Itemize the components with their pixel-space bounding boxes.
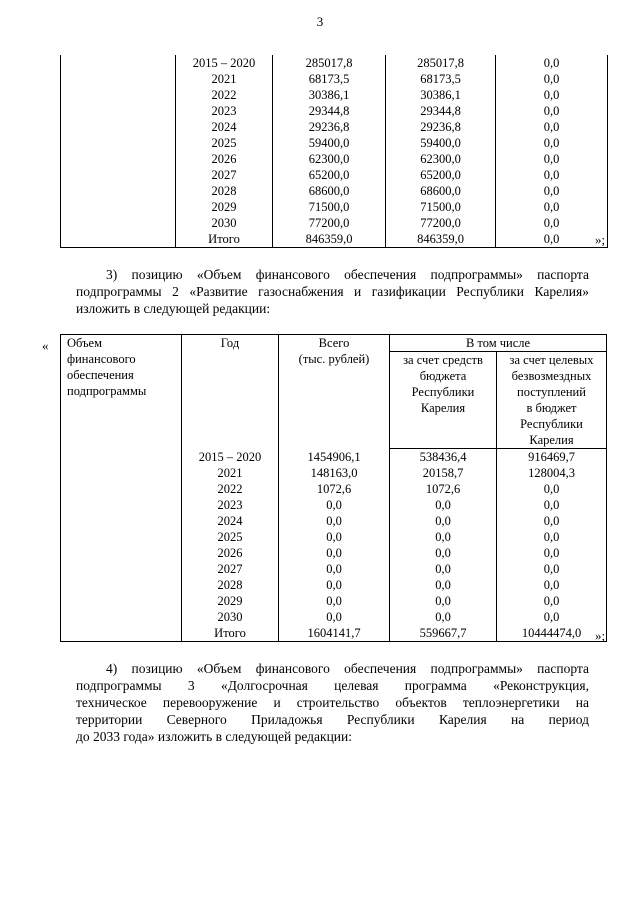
table-cell: 285017,8 <box>386 55 496 71</box>
table-cell: 0,0 <box>390 593 497 609</box>
table-row <box>61 183 608 199</box>
header-year: Год <box>182 335 279 449</box>
table-cell: 2025 <box>176 135 273 151</box>
table-cell: 846359,0 <box>273 231 386 248</box>
table-cell: 0,0 <box>496 167 608 183</box>
table-cell: 2022 <box>176 87 273 103</box>
table-cell: 128004,3 <box>497 465 607 481</box>
paragraph-item-3 <box>76 266 589 317</box>
table-cell: 2024 <box>176 119 273 135</box>
table-cell: 0,0 <box>496 87 608 103</box>
table-cell: 0,0 <box>497 577 607 593</box>
table-cell: 1454906,1 <box>279 449 390 466</box>
table-row <box>61 577 607 593</box>
table-cell: 68600,0 <box>273 183 386 199</box>
table-cell: 71500,0 <box>273 199 386 215</box>
table-cell: 0,0 <box>497 593 607 609</box>
table-cell: 2025 <box>182 529 279 545</box>
table-row <box>61 119 608 135</box>
table-cell: 2026 <box>182 545 279 561</box>
table-row <box>61 449 607 466</box>
paragraph-line: изложить в следующей редакции: <box>76 301 271 316</box>
table-cell: 0,0 <box>497 529 607 545</box>
table-cell <box>61 481 182 497</box>
paragraph-line: до 2033 года» изложить в следующей редакции: <box>76 729 352 744</box>
table-cell <box>61 449 182 466</box>
table-cell: 68173,5 <box>386 71 496 87</box>
table-cell: 62300,0 <box>386 151 496 167</box>
table-cell: 0,0 <box>496 183 608 199</box>
table-row <box>61 529 607 545</box>
table-cell: 2015 – 2020 <box>182 449 279 466</box>
table-cell: 2029 <box>182 593 279 609</box>
table-cell: 0,0 <box>497 609 607 625</box>
table-cell: 0,0 <box>496 151 608 167</box>
table-cell: 2021 <box>182 465 279 481</box>
table-cell: 0,0 <box>496 71 608 87</box>
table-cell <box>61 151 176 167</box>
table-cell: 2015 – 2020 <box>176 55 273 71</box>
table-cell <box>61 625 182 642</box>
table-cell: 2021 <box>176 71 273 87</box>
table-cell: 59400,0 <box>273 135 386 151</box>
table-cell <box>61 593 182 609</box>
table-cell <box>61 103 176 119</box>
table-cell: 0,0 <box>496 215 608 231</box>
table-row <box>61 465 607 481</box>
table-cell <box>61 135 176 151</box>
table-cell <box>61 183 176 199</box>
table-cell: 0,0 <box>279 609 390 625</box>
table-cell: 59400,0 <box>386 135 496 151</box>
table-cell: 29236,8 <box>386 119 496 135</box>
header-regional-budget: за счет средств бюджета Республики Карелия <box>390 352 497 449</box>
table-row <box>61 151 608 167</box>
table-cell: 2028 <box>176 183 273 199</box>
paragraph-line: территории Северного Приладожья Республики Карелия на период <box>76 712 589 727</box>
table-cell: 0,0 <box>279 529 390 545</box>
table-cell: 846359,0 <box>386 231 496 248</box>
paragraph-line: подпрограммы 3 «Долгосрочная целевая программа «Реконструкция, <box>76 678 589 693</box>
table-cell: 1072,6 <box>390 481 497 497</box>
table-row <box>61 55 608 71</box>
table-cell: 148163,0 <box>279 465 390 481</box>
paragraph-line: подпрограммы 2 «Развитие газоснабжения и газификации Республики Карелия» <box>76 284 589 299</box>
table-cell: 77200,0 <box>273 215 386 231</box>
table-cell: 0,0 <box>496 135 608 151</box>
table-cell: 1604141,7 <box>279 625 390 642</box>
paragraph-line: техническое перевооружение и строительство объектов теплоэнергетики на <box>76 695 589 710</box>
table-cell: 559667,7 <box>390 625 497 642</box>
table-cell: 2030 <box>182 609 279 625</box>
table-row <box>61 497 607 513</box>
table-cell: 0,0 <box>496 199 608 215</box>
table-cell <box>61 119 176 135</box>
table-cell: 65200,0 <box>273 167 386 183</box>
table-cell: 2024 <box>182 513 279 529</box>
table-cell: 0,0 <box>496 119 608 135</box>
table-cell: 71500,0 <box>386 199 496 215</box>
paragraph-line: 3) позицию «Объем финансового обеспечения подпрограммы» паспорта <box>106 267 589 282</box>
paragraph-line: 4) позицию «Объем финансового обеспечения подпрограммы» паспорта <box>106 661 589 676</box>
table-cell <box>61 167 176 183</box>
table-cell <box>61 87 176 103</box>
table-cell: 29344,8 <box>273 103 386 119</box>
opening-quote: « <box>42 338 49 353</box>
table-cell: 68173,5 <box>273 71 386 87</box>
table-cell: 62300,0 <box>273 151 386 167</box>
table-cell: 20158,7 <box>390 465 497 481</box>
table-cell: 2029 <box>176 199 273 215</box>
table-cell: 29236,8 <box>273 119 386 135</box>
table-row <box>61 71 608 87</box>
header-funding-volume: Объем финансового обеспечения подпрограммы <box>61 335 182 449</box>
table-cell: Итого <box>182 625 279 642</box>
table-cell <box>61 497 182 513</box>
table-cell <box>61 609 182 625</box>
table-cell: 0,0 <box>279 593 390 609</box>
table-cell: 0,0 <box>497 481 607 497</box>
table-cell: 0,0 <box>279 561 390 577</box>
table-cell: 2022 <box>182 481 279 497</box>
table-row <box>61 167 608 183</box>
table-cell: 2028 <box>182 577 279 593</box>
page-number: 3 <box>316 14 324 29</box>
table-cell <box>61 231 176 248</box>
paragraph-item-4 <box>76 660 589 745</box>
table-cell: 0,0 <box>279 513 390 529</box>
table-row <box>61 215 608 231</box>
table-cell <box>61 561 182 577</box>
table-cell: 0,0 <box>390 609 497 625</box>
funding-table-1 <box>60 55 608 248</box>
table-cell <box>61 465 182 481</box>
table-cell: 65200,0 <box>386 167 496 183</box>
table-row <box>61 625 607 642</box>
table-cell: 0,0 <box>279 577 390 593</box>
table-cell: 0,0 <box>497 561 607 577</box>
table-cell <box>61 215 176 231</box>
table-row <box>61 561 607 577</box>
table-cell <box>61 577 182 593</box>
table-cell: 0,0 <box>390 577 497 593</box>
table-cell: 2030 <box>176 215 273 231</box>
table-row <box>61 545 607 561</box>
table-cell: 2027 <box>182 561 279 577</box>
table-cell: 0,0 <box>279 545 390 561</box>
table-cell: 0,0 <box>390 545 497 561</box>
table-cell: 0,0 <box>496 231 608 248</box>
table-cell <box>61 513 182 529</box>
table-cell: 0,0 <box>497 513 607 529</box>
table-cell: 77200,0 <box>386 215 496 231</box>
table-cell: 2027 <box>176 167 273 183</box>
table-row <box>61 103 608 119</box>
table-row <box>61 593 607 609</box>
table-cell <box>61 545 182 561</box>
table-cell: 1072,6 <box>279 481 390 497</box>
table-cell: 0,0 <box>496 103 608 119</box>
table-cell <box>61 529 182 545</box>
table-cell: 68600,0 <box>386 183 496 199</box>
header-targeted-receipts: за счет целевых безвозмездных поступлений в бюджет Республики Карелия <box>497 352 607 449</box>
header-total: Всего (тыс. рублей) <box>279 335 390 449</box>
table-row <box>61 231 608 248</box>
table-cell <box>61 71 176 87</box>
table-row <box>61 87 608 103</box>
header-including: В том числе <box>390 335 607 352</box>
table-cell <box>61 55 176 71</box>
table-row <box>61 135 608 151</box>
table-cell: 0,0 <box>497 497 607 513</box>
table-cell: 0,0 <box>497 545 607 561</box>
table-row <box>61 513 607 529</box>
table-cell: 29344,8 <box>386 103 496 119</box>
table-cell: 10444474,0 <box>497 625 607 642</box>
table-row <box>61 199 608 215</box>
table-cell: 0,0 <box>390 561 497 577</box>
table-cell: 0,0 <box>279 497 390 513</box>
table1-closing-quote: »; <box>595 232 606 247</box>
table-cell: 2023 <box>182 497 279 513</box>
table-cell <box>61 199 176 215</box>
table-cell: 916469,7 <box>497 449 607 466</box>
table-row <box>61 481 607 497</box>
table2-closing-quote: »; <box>595 628 606 643</box>
table-cell: 0,0 <box>390 529 497 545</box>
table-cell: 0,0 <box>496 55 608 71</box>
table-cell: 30386,1 <box>273 87 386 103</box>
table-cell: 2023 <box>176 103 273 119</box>
table-cell: 0,0 <box>390 497 497 513</box>
table-row <box>61 609 607 625</box>
table-cell: 2026 <box>176 151 273 167</box>
table-cell: 0,0 <box>390 513 497 529</box>
table-cell: Итого <box>176 231 273 248</box>
table-cell: 538436,4 <box>390 449 497 466</box>
table-cell: 285017,8 <box>273 55 386 71</box>
table-cell: 30386,1 <box>386 87 496 103</box>
funding-table-2 <box>60 334 607 642</box>
